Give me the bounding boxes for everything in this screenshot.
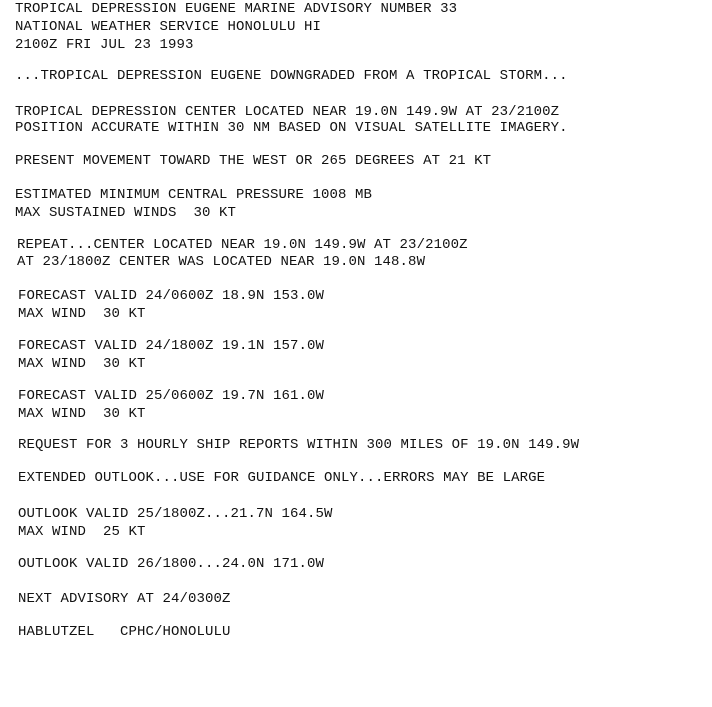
extended-outlook: EXTENDED OUTLOOK...USE FOR GUIDANCE ONLY...ERRORS MAY BE LARGE xyxy=(18,470,546,486)
max-sustained-winds: MAX SUSTAINED WINDS 30 KT xyxy=(15,205,237,221)
outlook-valid: OUTLOOK VALID 26/1800...24.0N 171.0W xyxy=(18,556,325,572)
forecast-valid: FORECAST VALID 24/1800Z 19.1N 157.0W xyxy=(18,338,325,354)
center-location: TROPICAL DEPRESSION CENTER LOCATED NEAR 19.0N 149.9W AT 23/2100Z xyxy=(15,104,560,120)
issue-time: 2100Z FRI JUL 23 1993 xyxy=(15,37,194,53)
issuing-office: NATIONAL WEATHER SERVICE HONOLULU HI xyxy=(15,19,322,35)
outlook-max-wind: MAX WIND 25 KT xyxy=(18,524,146,540)
forecast-max-wind: MAX WIND 30 KT xyxy=(18,306,146,322)
advisory-title: TROPICAL DEPRESSION EUGENE MARINE ADVISORY NUMBER 33 xyxy=(15,1,458,17)
outlook-valid: OUTLOOK VALID 25/1800Z...21.7N 164.5W xyxy=(18,506,333,522)
present-movement: PRESENT MOVEMENT TOWARD THE WEST OR 265 DEGREES AT 21 KT xyxy=(15,153,492,169)
previous-center: AT 23/1800Z CENTER WAS LOCATED NEAR 19.0N 148.8W xyxy=(17,254,426,270)
forecast-max-wind: MAX WIND 30 KT xyxy=(18,356,146,372)
ship-report-request: REQUEST FOR 3 HOURLY SHIP REPORTS WITHIN 300 MILES OF 19.0N 149.9W xyxy=(18,437,580,453)
forecast-valid: FORECAST VALID 24/0600Z 18.9N 153.0W xyxy=(18,288,325,304)
signature: HABLUTZEL CPHC/HONOLULU xyxy=(18,624,231,640)
repeat-center: REPEAT...CENTER LOCATED NEAR 19.0N 149.9W AT 23/2100Z xyxy=(17,237,468,253)
position-accuracy: POSITION ACCURATE WITHIN 30 NM BASED ON VISUAL SATELLITE IMAGERY. xyxy=(15,120,568,136)
next-advisory: NEXT ADVISORY AT 24/0300Z xyxy=(18,591,231,607)
forecast-valid: FORECAST VALID 25/0600Z 19.7N 161.0W xyxy=(18,388,325,404)
central-pressure: ESTIMATED MINIMUM CENTRAL PRESSURE 1008 MB xyxy=(15,187,373,203)
headline: ...TROPICAL DEPRESSION EUGENE DOWNGRADED FROM A TROPICAL STORM... xyxy=(15,68,568,84)
forecast-max-wind: MAX WIND 30 KT xyxy=(18,406,146,422)
